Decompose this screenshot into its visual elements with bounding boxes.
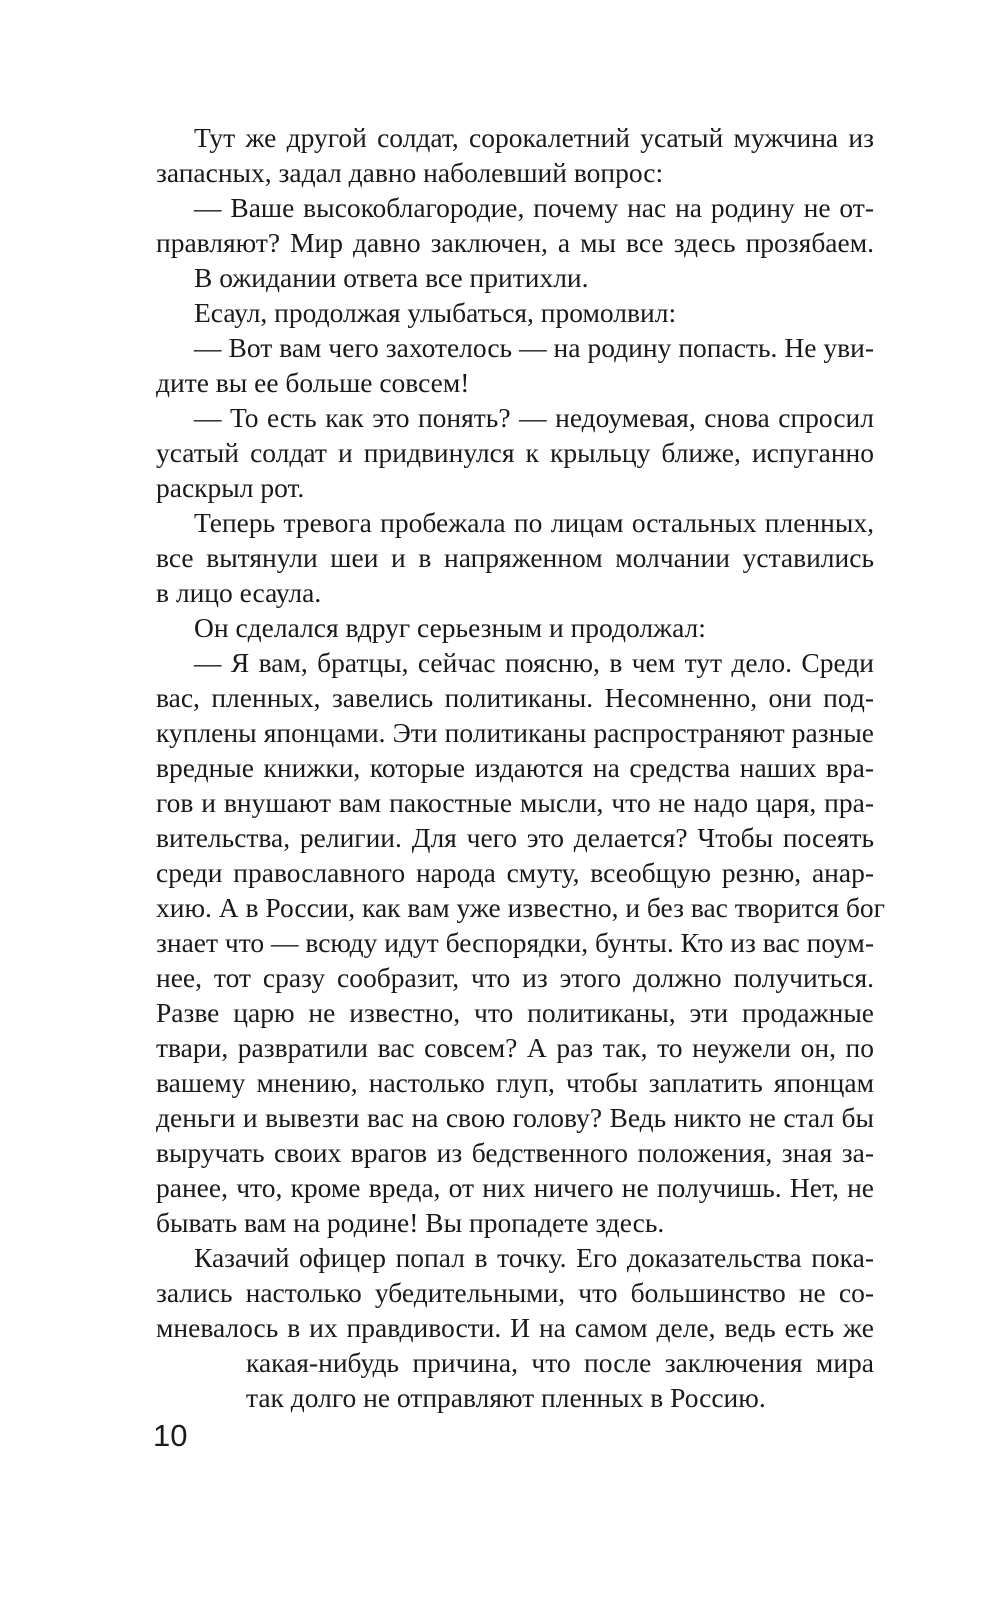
text-line: деньги и вывезти вас на свою голову? Ведь никто не стал бы [156,1102,874,1133]
page-number: 10 [153,1418,188,1453]
text-line: — Я вам, братцы, сейчас поясню, в чем тут дело. Среди [194,647,874,678]
text-line: запасных, задал давно наболевший вопрос: [156,157,664,188]
text-line: бывать вам на родине! Вы пропадете здесь. [156,1207,665,1238]
text-line: нее, тот сразу сообразит, что из этого должно получиться. [156,962,874,993]
text-line: — То есть как это понять? — недоумевая, снова спросил [194,402,874,433]
text-line: твари, развратили вас совсем? А раз так, то неужели он, по [156,1032,874,1063]
text-line: выручать своих врагов из бедственного положения, зная за- [156,1137,874,1168]
text-line: все вытянули шеи и в напряженном молчании уставились [156,542,874,573]
text-line: хию. А в России, как вам уже известно, и без вас творится бог [156,892,885,923]
text-line: В ожидании ответа все притихли. [194,262,589,293]
text-line: — Вот вам чего захотелось — на родину попасть. Не уви- [194,332,874,363]
text-line: вредные книжки, которые издаются на средства наших вра- [156,752,874,783]
text-line: правляют? Мир давно заключен, а мы все здесь прозябаем. [156,227,874,258]
text-line: Казачий офицер попал в точку. Его доказательства пока- [194,1242,874,1273]
text-line: ранее, что, кроме вреда, от них ничего не получишь. Нет, не [156,1172,874,1203]
text-line: вительства, религии. Для чего это делается? Чтобы посеять [156,822,874,853]
text-line: Он сделался вдруг серьезным и продолжал: [194,612,706,643]
text-line: куплены японцами. Эти политиканы распространяют разные [156,717,874,748]
text-line: среди православного народа смуту, всеобщую резню, анар- [156,857,874,888]
text-line: Тут же другой солдат, сорокалетний усатый мужчина из [194,122,874,153]
text-line: раскрыл рот. [156,472,305,503]
text-line: зались настолько убедительными, что большинство не со- [156,1277,874,1308]
text-line: вашему мнению, настолько глуп, чтобы заплатить японцам [156,1067,874,1098]
text-line: — Ваше высокоблагородие, почему нас на родину не от- [194,192,874,223]
text-line: так долго не отправляют пленных в Россию. [246,1382,766,1413]
text-line: гов и внушают вам пакостные мысли, что не надо царя, пра- [156,787,874,818]
text-line: Есаул, продолжая улыбаться, промолвил: [194,297,677,328]
text-line: Теперь тревога пробежала по лицам остальных пленных, [194,507,874,538]
text-line: мневалось в их правдивости. И на самом деле, ведь есть же [156,1312,874,1343]
text-line: знает что — всюду идут беспорядки, бунты. Кто из вас поум- [156,927,874,958]
text-line: дите вы ее больше совсем! [156,367,470,398]
text-line: какая-нибудь причина, что после заключения мира [246,1347,874,1378]
text-line: в лицо есаула. [156,577,322,608]
text-line: вас, пленных, завелись политиканы. Несомненно, они под- [156,682,874,713]
text-line: Разве царю не известно, что политиканы, эти продажные [156,997,874,1028]
text-line: усатый солдат и придвинулся к крыльцу ближе, испуганно [156,437,874,468]
